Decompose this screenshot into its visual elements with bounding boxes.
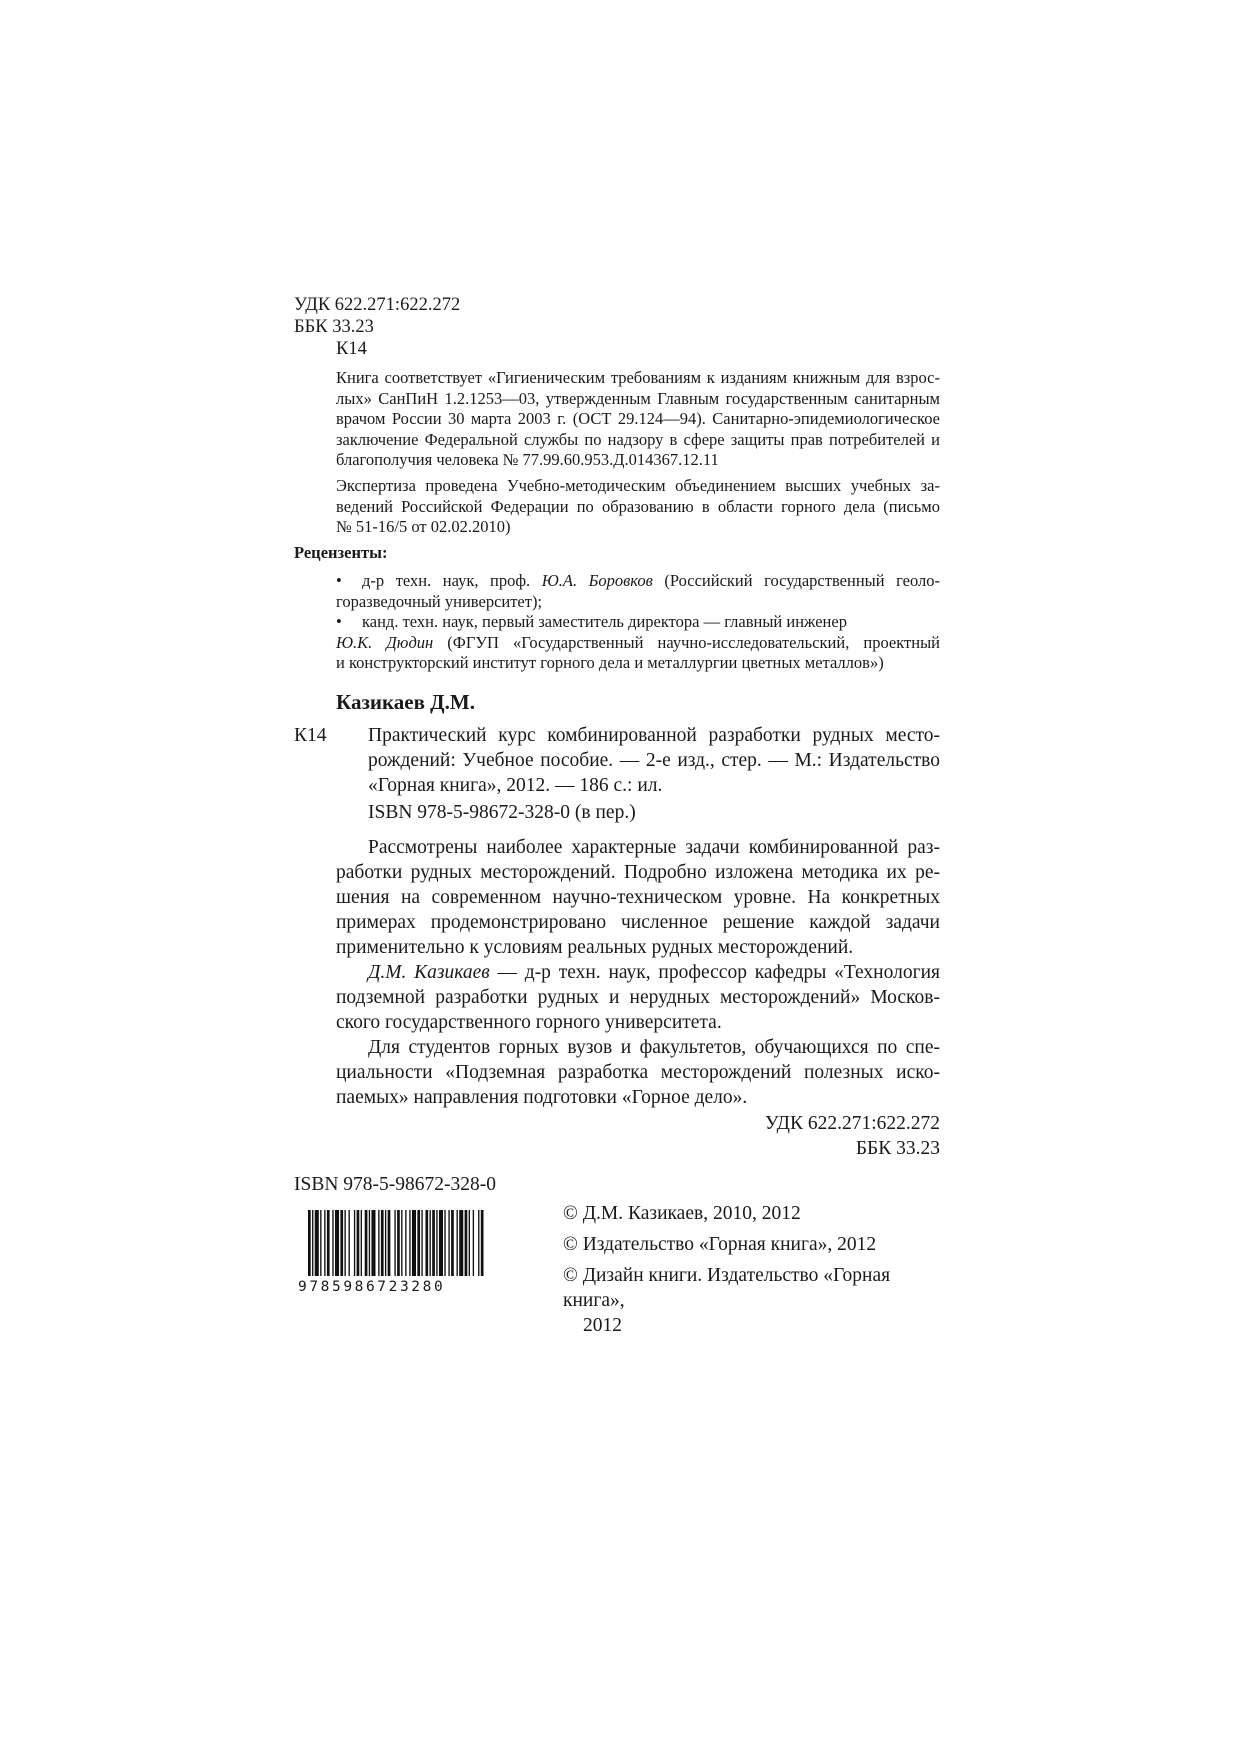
barcode-bar [381, 1210, 384, 1276]
record-description [368, 723, 940, 798]
bullet-icon: • [336, 571, 342, 590]
barcode-bar [448, 1210, 449, 1276]
copyright-line: 2012 [583, 1315, 622, 1336]
barcode-bar [481, 1210, 484, 1276]
annotation-author-name: Д.М. Казикаев [368, 962, 490, 983]
barcode-bar [385, 1210, 386, 1276]
record-line: «Горная книга», 2012. — 186 с.: ил. [368, 775, 663, 796]
barcode-bar [417, 1210, 420, 1276]
barcode-bar [344, 1210, 345, 1276]
barcode-bar [365, 1210, 368, 1276]
record-code: К14 [294, 725, 327, 746]
barcode-bar [473, 1210, 474, 1276]
barcode-bar [478, 1210, 479, 1276]
copyright-block [563, 1201, 943, 1338]
record-isbn: ISBN 978-5-98672-328-0 (в пер.) [368, 802, 636, 823]
barcode-bar [361, 1210, 362, 1276]
barcode-bar [335, 1210, 339, 1276]
barcode-bar [409, 1210, 410, 1276]
annotation-line: циальности «Подземная разработка месторождений полезных иско- [336, 1062, 940, 1083]
barcode-bar [430, 1210, 431, 1276]
record-line: Практический курс комбинированной разработки рудных место- [368, 725, 940, 746]
reviewer-1-name: Ю.А. Боровков [541, 571, 653, 590]
barcode-bar [340, 1210, 343, 1276]
barcode-bar [354, 1210, 355, 1276]
hygiene-line: благополучия человека № 77.99.60.953.Д.014367.12.11 [336, 450, 719, 469]
barcode-bar [397, 1210, 400, 1276]
reviewer-2-line: • канд. техн. наук, первый заместитель директора — главный инженер [336, 612, 847, 631]
reviewer-1-line: горазведочный университет); [336, 591, 543, 611]
reviewer-2 [336, 612, 940, 674]
barcode-bar [371, 1210, 375, 1276]
barcode-bar [320, 1210, 321, 1276]
reviewer-2-line: Ю.К. Дюдин (ФГУП «Государственный научно-исследовательский, проектный [336, 632, 941, 652]
barcode-bar [405, 1210, 406, 1276]
copyright-line: © Дизайн книги. Издательство «Горная книга», [563, 1265, 891, 1311]
barcode-bar [357, 1210, 360, 1276]
barcode [298, 1210, 488, 1295]
barcode-bar [444, 1210, 445, 1276]
barcode-bar [312, 1210, 313, 1276]
barcode-bar [388, 1210, 391, 1276]
annotation-line: Рассмотрены наиболее характерные задачи комбинированной раз- [368, 837, 940, 858]
annotation [336, 835, 940, 1110]
barcode-bar [451, 1210, 454, 1276]
barcode-bar [315, 1210, 319, 1276]
barcode-bar [394, 1210, 395, 1276]
annotation-line: паемых» направления подготовки «Горное дело». [336, 1087, 748, 1108]
annotation-line: применительно к условиям реальных рудных месторождений. [336, 937, 854, 958]
annotation-line: примерах продемонстрировано численное решение каждой задачи [336, 912, 940, 933]
annotation-line: шения на современном научно-техническом уровне. На конкретных [336, 887, 940, 908]
annotation-line: ского государственного горного университета. [336, 1012, 722, 1033]
bbk-footer: ББК 33.23 [855, 1138, 940, 1159]
annotation-line: Для студентов горных вузов и факультетов, обучающихся по спе- [368, 1037, 940, 1058]
expertise-note [336, 476, 940, 538]
barcode-bar [425, 1210, 428, 1276]
reviewer-2-line: и конструкторский институт горного дела и металлургии цветных металлов») [336, 653, 884, 672]
hygiene-line: врачом России 30 марта 2003 г. (ОСТ 29.124—94). Санитарно-эпидемиологическое [336, 409, 940, 428]
barcode-bar [439, 1210, 443, 1276]
udk-header: УДК 622.271:622.272 [294, 295, 461, 315]
hygiene-note [336, 368, 940, 471]
bbk-header: ББК 33.23 [294, 317, 374, 337]
copyright-line: © Издательство «Горная книга», 2012 [563, 1234, 877, 1255]
expertise-line: Экспертиза проведена Учебно-методическим объединением высших учебных за- [336, 476, 940, 495]
author-name: Казикаев Д.М. [336, 690, 475, 714]
barcode-bar [465, 1210, 468, 1276]
reviewer-1-line: • д-р техн. наук, проф. Ю.А. Боровков (Российский государственный геоло- [336, 571, 940, 590]
hygiene-line: лых» СанПиН 1.2.1253—03, утвержденным Главным государственным санитарным [336, 388, 940, 408]
barcode-bar [308, 1210, 311, 1276]
barcode-bar [421, 1210, 422, 1276]
annotation-line: работки рудных месторождений. Подробно изложена методика их ре- [336, 862, 940, 883]
barcode-bar [412, 1210, 416, 1276]
barcode-bar [324, 1210, 325, 1276]
author-code-header: К14 [336, 339, 367, 359]
barcode-bar [469, 1210, 470, 1276]
copyright-line: © Д.М. Казикаев, 2010, 2012 [563, 1203, 801, 1224]
barcode-digits: 9785986723280 [298, 1279, 446, 1295]
barcode-bar [349, 1210, 350, 1276]
annotation-line: Д.М. Казикаев — д-р техн. наук, профессор кафедры «Технология [368, 962, 940, 983]
reviewer-2-name: Ю.К. Дюдин [336, 632, 434, 652]
barcode-bar [332, 1210, 333, 1276]
reviewer-1 [336, 571, 940, 612]
barcode-bar [436, 1210, 437, 1276]
expertise-line: ведений Российской Федерации по образованию в области горного дела (письмо [336, 496, 940, 516]
barcode-bar [401, 1210, 402, 1276]
expertise-line: № 51-16/5 от 02.02.2010) [336, 517, 511, 536]
barcode-bar [378, 1210, 379, 1276]
isbn-footer: ISBN 978-5-98672-328-0 [294, 1174, 497, 1195]
hygiene-line: заключение Федеральной службы по надзору в сфере защиты прав потребителей и [336, 429, 940, 449]
annotation-line: подземной разработки рудных и нерудных месторождений» Москов- [336, 987, 940, 1008]
barcode-graphic [298, 1210, 488, 1276]
barcode-bar [369, 1210, 370, 1276]
hygiene-line: Книга соответствует «Гигиеническим требованиям к изданиям книжным для взрос- [336, 368, 940, 387]
udk-footer: УДК 622.271:622.272 [764, 1113, 940, 1134]
barcode-bar [459, 1210, 463, 1276]
record-line: рождений: Учебное пособие. — 2-е изд., стер. — М.: Издательство [368, 750, 940, 771]
barcode-bar [327, 1210, 330, 1276]
reviewers-heading: Рецензенты: [294, 543, 388, 562]
barcode-bar [457, 1210, 458, 1276]
bullet-icon: • [336, 612, 342, 631]
barcode-bar [432, 1210, 435, 1276]
